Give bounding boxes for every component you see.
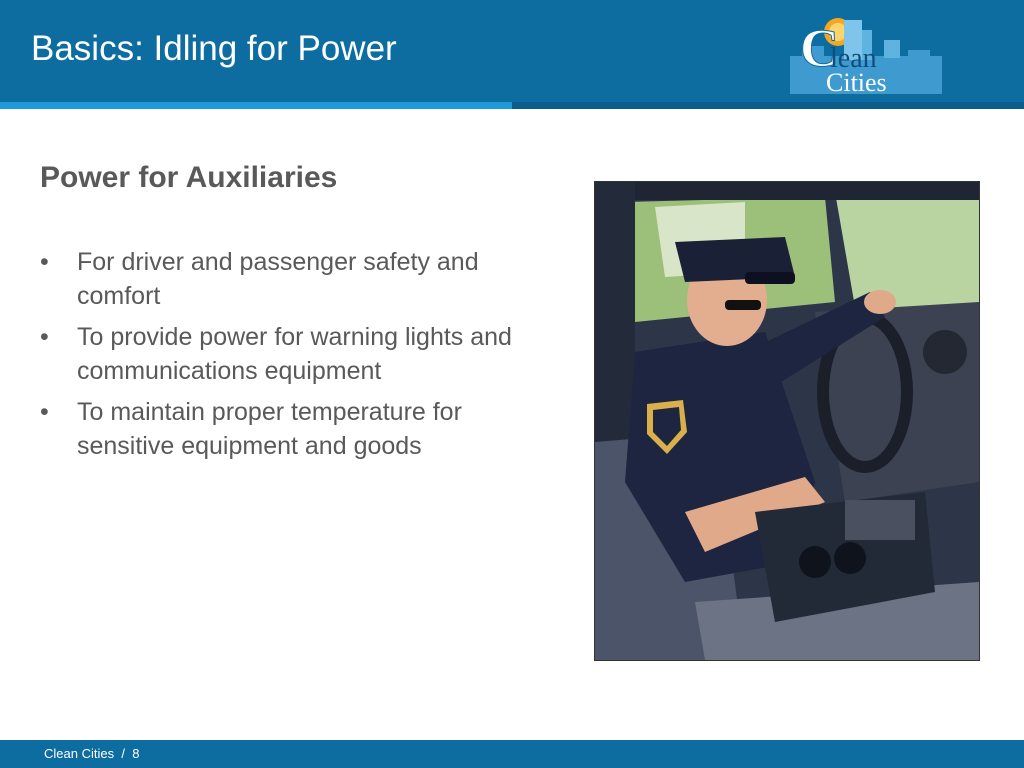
police-officer-in-car-photo — [594, 181, 980, 661]
header-accent-line-dark — [512, 102, 1024, 109]
header-accent-line — [0, 102, 512, 109]
bullet-icon: • — [40, 323, 49, 351]
bullet-list — [40, 245, 540, 470]
clean-cities-logo — [788, 10, 944, 96]
bullet-icon: • — [40, 398, 49, 426]
footer-separator: / — [121, 746, 125, 761]
logo-letter-c: C — [800, 18, 839, 78]
logo-line1: lean — [830, 43, 877, 74]
slide-title: Basics: Idling for Power — [31, 29, 397, 68]
footer-org: Clean Cities — [44, 746, 115, 761]
bullet-text: To provide power for warning lights and communications equipment — [77, 323, 512, 385]
footer-bar — [0, 740, 1024, 768]
footer-page-number: 8 — [132, 746, 140, 761]
subheading: Power for Auxiliaries — [40, 161, 338, 194]
bullet-item — [40, 320, 540, 388]
bullet-icon: • — [40, 248, 49, 276]
bullet-text: To maintain proper temperature for sensitive equipment and goods — [77, 398, 462, 460]
bullet-text: For driver and passenger safety and comfort — [77, 248, 479, 310]
bullet-item — [40, 395, 540, 463]
bullet-item — [40, 245, 540, 313]
footer-text — [44, 746, 139, 762]
header-bar — [0, 0, 1024, 102]
logo-line2: Cities — [826, 68, 887, 96]
